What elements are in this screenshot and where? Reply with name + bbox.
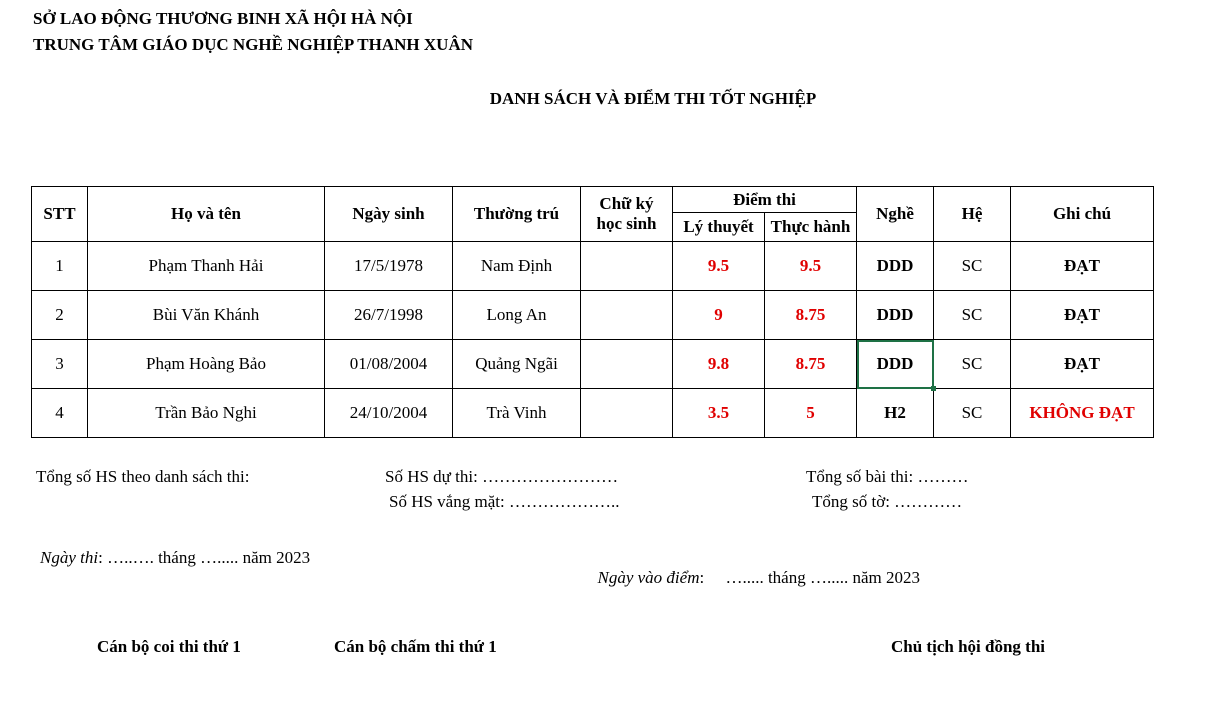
exam-date-label: Ngày thi: [40, 548, 99, 567]
cell-trade-selected[interactable]: [857, 340, 934, 389]
header-dob[interactable]: Ngày sinh: [325, 187, 453, 242]
cell-trade[interactable]: H2: [857, 389, 934, 438]
cell-signature[interactable]: [581, 340, 673, 389]
cell-dob[interactable]: 24/10/2004: [325, 389, 453, 438]
cell-signature[interactable]: [581, 242, 673, 291]
fill-handle[interactable]: [931, 386, 936, 391]
cell-note[interactable]: ĐẠT: [1011, 340, 1154, 389]
cell-name[interactable]: Trần Bảo Nghi: [88, 389, 325, 438]
exam-date: [40, 548, 310, 568]
table-row: [32, 340, 1154, 389]
attended-line: Số HS dự thi: ……………………: [385, 467, 619, 486]
cell-system[interactable]: SC: [934, 340, 1011, 389]
total-papers-line: Tổng số bài thi: ………: [806, 467, 969, 486]
org-line-1: SỞ LAO ĐỘNG THƯƠNG BINH XÃ HỘI HÀ NỘI: [33, 9, 413, 28]
header-score-group[interactable]: Điểm thi: [673, 187, 857, 213]
cell-system[interactable]: SC: [934, 242, 1011, 291]
cell-practice[interactable]: 8.75: [765, 340, 857, 389]
cell-note-fail[interactable]: KHÔNG ĐẠT: [1011, 389, 1154, 438]
cell-stt[interactable]: 2: [32, 291, 88, 340]
cell-note[interactable]: ĐẠT: [1011, 242, 1154, 291]
proctor-signature-title: Cán bộ coi thi thứ 1: [97, 637, 241, 656]
table-row: [32, 242, 1154, 291]
grades-table: [31, 186, 1154, 438]
header-theory[interactable]: Lý thuyết: [673, 213, 765, 242]
cell-name[interactable]: Phạm Thanh Hải: [88, 242, 325, 291]
document-title: DANH SÁCH VÀ ĐIỂM THI TỐT NGHIỆP: [489, 89, 817, 108]
table-header-row: [32, 187, 1154, 213]
header-residence[interactable]: Thường trú: [453, 187, 581, 242]
cell-signature[interactable]: [581, 389, 673, 438]
cell-note[interactable]: ĐẠT: [1011, 291, 1154, 340]
entry-date-value: : …..... tháng …..... năm 2023: [699, 568, 920, 587]
cell-system[interactable]: SC: [934, 389, 1011, 438]
cell-dob[interactable]: 17/5/1978: [325, 242, 453, 291]
header-name[interactable]: Họ và tên: [88, 187, 325, 242]
cell-name[interactable]: Phạm Hoàng Bảo: [88, 340, 325, 389]
table-row: [32, 291, 1154, 340]
cell-stt[interactable]: 4: [32, 389, 88, 438]
grader-signature-title: Cán bộ chấm thi thứ 1: [334, 637, 497, 656]
table-row: [32, 389, 1154, 438]
org-line-2: TRUNG TÂM GIÁO DỤC NGHỀ NGHIỆP THANH XUÂN: [33, 35, 473, 54]
header-practice[interactable]: Thực hành: [765, 213, 857, 242]
header-trade[interactable]: Nghề: [857, 187, 934, 242]
cell-theory[interactable]: 9: [673, 291, 765, 340]
cell-trade-value: DDD: [876, 354, 914, 373]
cell-name[interactable]: Bùi Văn Khánh: [88, 291, 325, 340]
header-signature-line-1: Chữ ký: [599, 194, 654, 213]
total-sheets-line: Tổng số tờ: …………: [812, 492, 963, 511]
cell-dob[interactable]: 01/08/2004: [325, 340, 453, 389]
header-signature-line-2: học sinh: [596, 214, 657, 233]
header-system[interactable]: Hệ: [934, 187, 1011, 242]
absent-line: Số HS vắng mặt: ………………..: [389, 492, 620, 511]
cell-theory[interactable]: 9.8: [673, 340, 765, 389]
entry-date: [589, 548, 920, 588]
entry-date-label: Ngày vào điểm: [597, 568, 700, 587]
cell-trade[interactable]: DDD: [857, 291, 934, 340]
cell-practice[interactable]: 8.75: [765, 291, 857, 340]
header-signature[interactable]: [581, 187, 673, 242]
total-listed-label: Tổng số HS theo danh sách thi:: [36, 467, 250, 486]
cell-theory[interactable]: 9.5: [673, 242, 765, 291]
cell-trade[interactable]: DDD: [857, 242, 934, 291]
header-note[interactable]: Ghi chú: [1011, 187, 1154, 242]
cell-practice[interactable]: 5: [765, 389, 857, 438]
cell-theory[interactable]: 3.5: [673, 389, 765, 438]
cell-residence[interactable]: Nam Định: [453, 242, 581, 291]
cell-stt[interactable]: 1: [32, 242, 88, 291]
chair-signature-title: Chủ tịch hội đồng thi: [891, 637, 1045, 656]
cell-stt[interactable]: 3: [32, 340, 88, 389]
header-stt[interactable]: STT: [32, 187, 88, 242]
cell-system[interactable]: SC: [934, 291, 1011, 340]
cell-residence[interactable]: Quảng Ngãi: [453, 340, 581, 389]
cell-dob[interactable]: 26/7/1998: [325, 291, 453, 340]
cell-residence[interactable]: Trà Vinh: [453, 389, 581, 438]
cell-practice[interactable]: 9.5: [765, 242, 857, 291]
cell-residence[interactable]: Long An: [453, 291, 581, 340]
cell-signature[interactable]: [581, 291, 673, 340]
exam-date-value: : …..…. tháng …..... năm 2023: [98, 548, 311, 567]
